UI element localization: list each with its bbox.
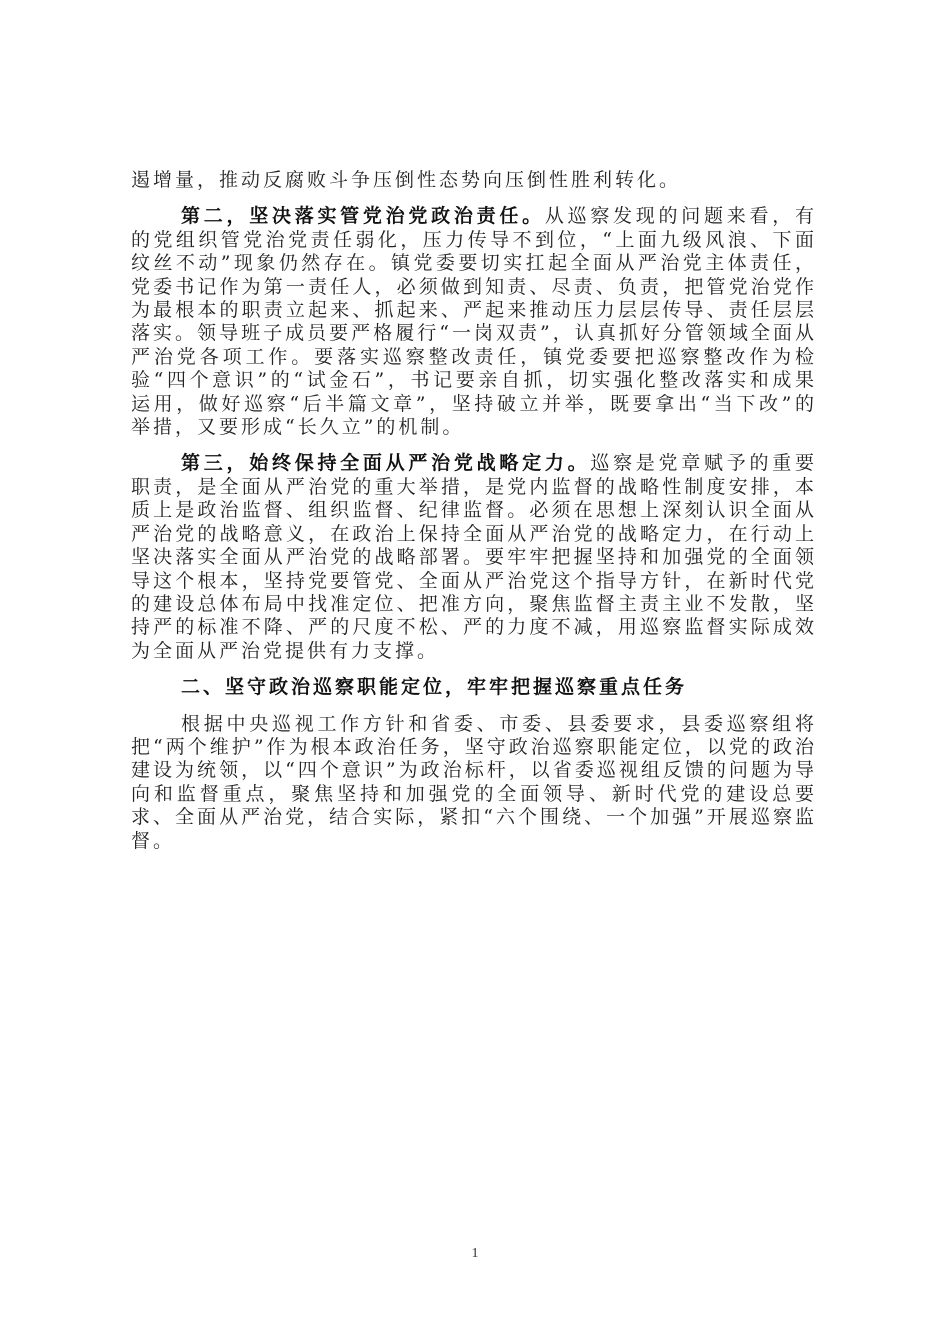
section-heading: 二、坚守政治巡察职能定位，牢牢把握巡察重点任务 (181, 676, 688, 699)
paragraph-continued (131, 169, 817, 192)
paragraph-text: 巡察是党章赋予的重要职责，是全面从严治党的重大举措，是党内监督的战略性制度安排，本质上是政治监督、组织监督、纪律监督。必须在思想上深刻认识全面从严治党的战略意义，在政治上保持全面从严治党的战略定力，在行动上坚决落实全面从严治党的战略部署。要牢牢把握坚持和加强党的全面领导这个根本，坚持党要管党、全面从严治党这个指导方针，在新时代党的建设总体布局中找准定位、把准方向，聚焦监督主责主业不发散，坚持严的标准不降、严的尺度不松、严的力度不减，用巡察监督实际成效为全面从严治党提供有力支撑。 (131, 452, 817, 662)
paragraph-text: 根据中央巡视工作方针和省委、市委、县委要求，县委巡察组将把“两个维护”作为根本政治任务，坚守政治巡察职能定位，以党的政治建设为统领，以“四个意识”为政治标杆，以省委巡视组反馈的问题为导向和监督重点，聚焦坚持和加强党的全面领导、新时代党的建设总要求、全面从严治党，结合实际，紧扣“六个围绕、一个加强”开展巡察监督。 (131, 712, 817, 852)
paragraph-lead-sentence: 第二，坚决落实管党治党政治责任。 (181, 205, 545, 228)
paragraph-third-point (131, 452, 817, 663)
paragraph-section-intro (131, 713, 817, 853)
paragraph-text: 从巡察发现的问题来看，有的党组织管党治党责任弱化，压力传导不到位，“上面九级风浪、下面纹丝不动”现象仍然存在。镇党委要切实扛起全面从严治党主体责任，党委书记作为第一责任人，必须做到知责、尽责、负责，把管党治党作为最根本的职责立起来、抓起来、严起来推动压力层层传导、责任层层落实。领导班子成员要严格履行“一岗双责”，认真抓好分管领域全面从严治党各项工作。要落实巡察整改责任，镇党委要把巡察整改作为检验“四个意识”的“试金石”，书记要亲自抓，切实强化整改落实和成果运用，做好巡察“后半篇文章”，坚持破立并举，既要拿出“当下改”的举措，又要形成“长久立”的机制。 (131, 205, 817, 439)
paragraph-second-point (131, 205, 817, 439)
document-body (131, 169, 817, 866)
paragraph-lead-sentence: 第三，始终保持全面从严治党战略定力。 (181, 452, 591, 475)
paragraph-text: 遏增量，推动反腐败斗争压倒性态势向压倒性胜利转化。 (131, 169, 682, 191)
page-number: 1 (471, 1246, 479, 1261)
